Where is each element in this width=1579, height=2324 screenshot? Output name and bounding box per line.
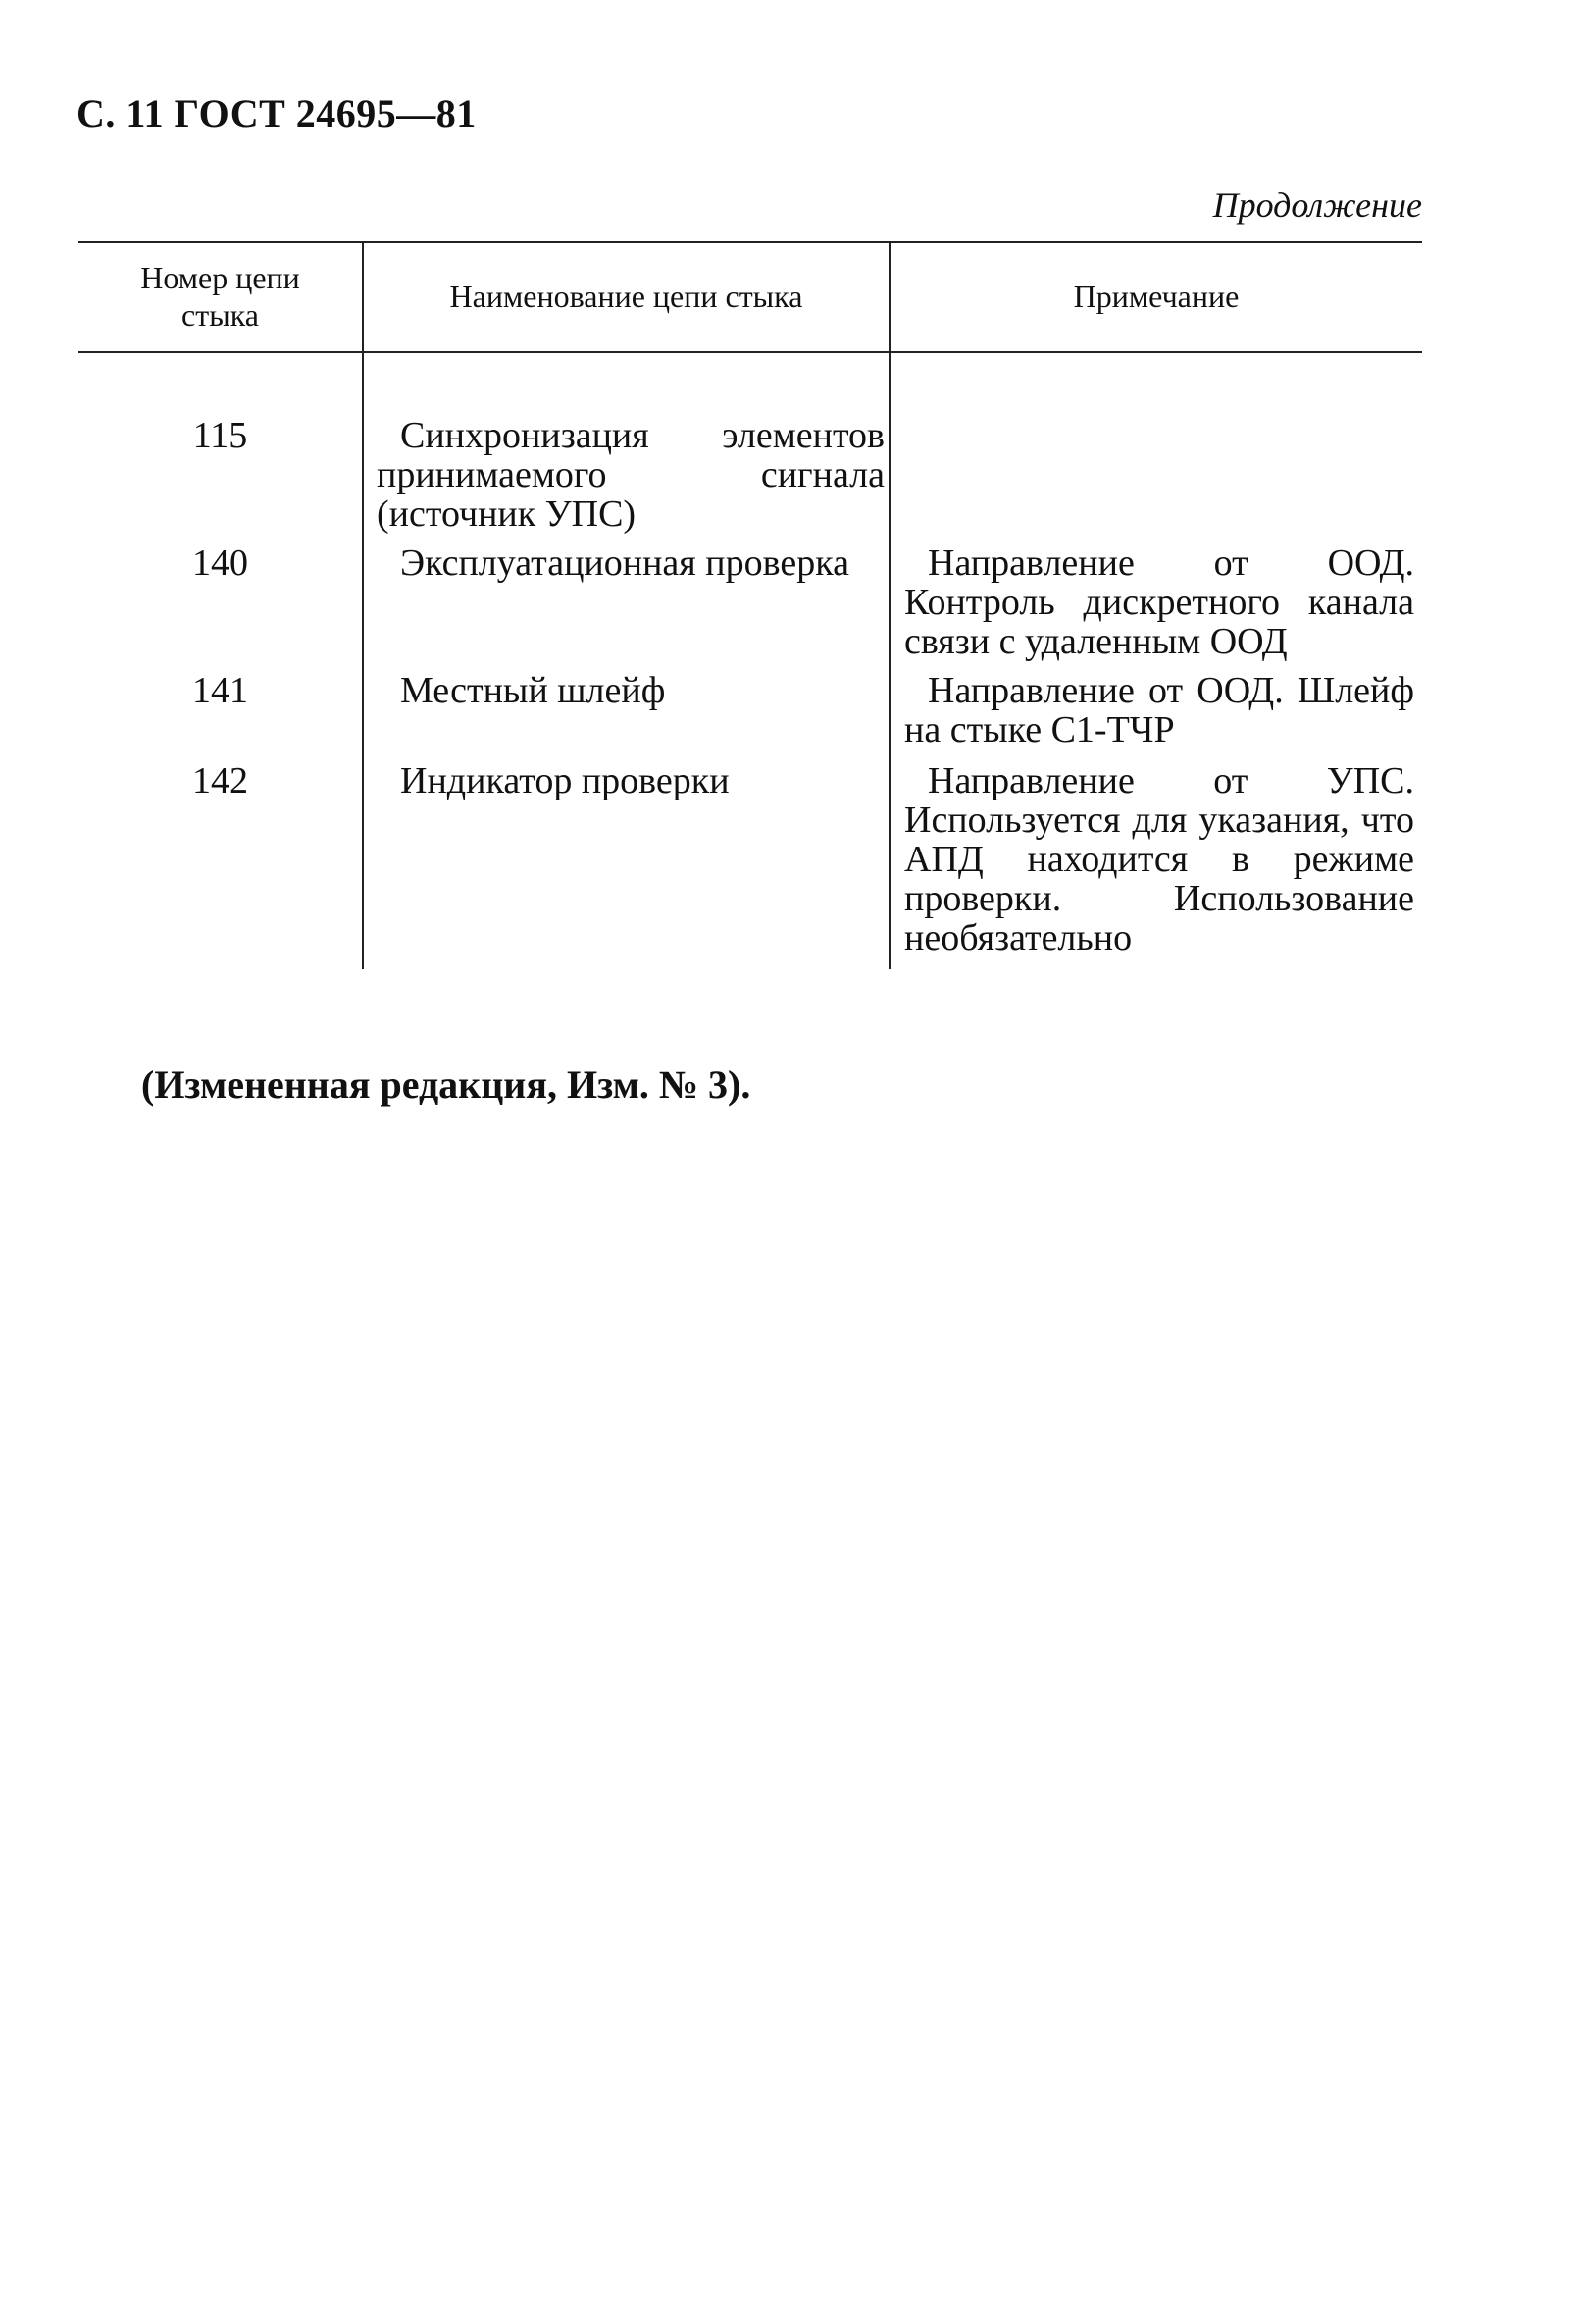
page-header: С. 11 ГОСТ 24695—81 — [76, 91, 477, 135]
amendment-note: (Измененная редакция, Изм. № 3). — [141, 1062, 751, 1107]
circuit-name: Синхронизация элементов принимаемого сигнала (источник УПС) — [377, 415, 885, 535]
circuit-number: 142 — [192, 760, 248, 801]
circuit-name: Эксплуатационная проверка — [400, 542, 849, 584]
circuit-number: 115 — [192, 415, 248, 456]
circuit-note: Направление от УПС. Используется для указания, что АПД находится в режиме проверки. Использование необязательно — [904, 760, 1414, 958]
circuit-number: 140 — [192, 542, 248, 584]
continuation-label: Продолжение — [1212, 185, 1422, 225]
interface-circuits-table — [78, 241, 1422, 969]
circuit-name: Местный шлейф — [400, 670, 666, 711]
column-header-number: Номер цепи стыка — [140, 260, 300, 333]
circuit-number: 141 — [192, 670, 248, 711]
column-header-note: Примечание — [1073, 279, 1240, 314]
circuit-note: Направление от ООД. Контроль дискретного канала связи с удаленным ООД — [904, 542, 1414, 662]
circuit-name: Индикатор проверки — [400, 760, 730, 801]
table-header-rule — [78, 351, 1422, 353]
column-header-name: Наименование цепи стыка — [449, 279, 803, 314]
circuit-note: Направление от ООД. Шлейф на стыке С1-ТЧР — [904, 670, 1414, 750]
